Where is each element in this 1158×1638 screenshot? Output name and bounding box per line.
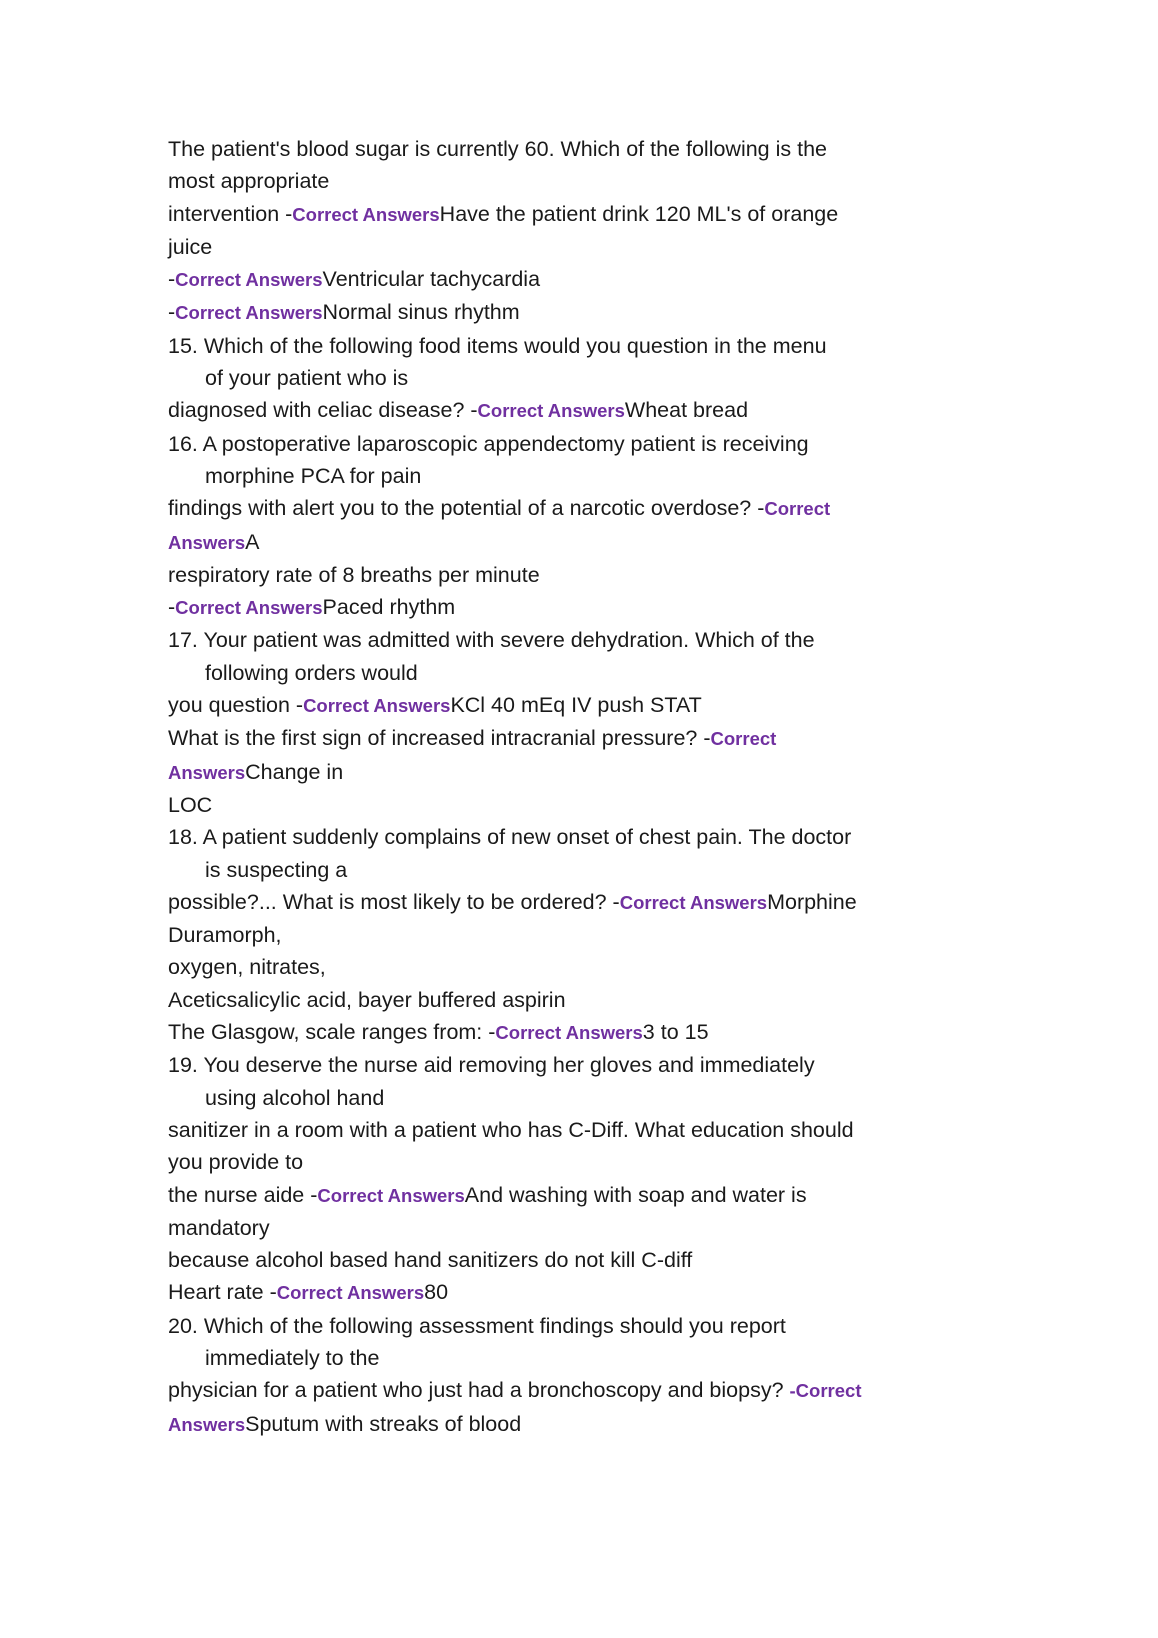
text-run: - xyxy=(168,595,176,620)
text-run: 15. Which of the following food items would you question in the menu xyxy=(168,333,827,358)
text-run: The Glasgow, scale ranges from: - xyxy=(168,1020,496,1045)
text-run: Aceticsalicylic acid, bayer buffered aspirin xyxy=(168,987,566,1012)
text-run: respiratory rate of 8 breaths per minute xyxy=(168,562,540,587)
text-line xyxy=(168,951,998,983)
text-line xyxy=(168,1082,998,1114)
text-run: is suspecting a xyxy=(205,857,348,882)
correct-answers-label: Answers xyxy=(168,531,246,553)
correct-answers-label: Answers xyxy=(168,761,246,783)
text-run: Wheat bread xyxy=(624,398,749,423)
text-line xyxy=(168,559,998,591)
text-run: And washing with soap and water is xyxy=(464,1182,807,1207)
text-run: physician for a patient who just had a bronchoscopy and biopsy? xyxy=(168,1378,790,1403)
text-run: possible?... What is most likely to be ordered? - xyxy=(168,889,620,914)
text-run: 80 xyxy=(424,1280,449,1305)
text-line xyxy=(168,1016,998,1049)
text-run: Normal sinus rhythm xyxy=(322,300,520,325)
correct-answers-label: Correct Answers xyxy=(303,695,451,717)
text-run: the nurse aide - xyxy=(168,1182,318,1207)
text-run: you provide to xyxy=(168,1150,304,1175)
text-run: because alcohol based hand sanitizers do not kill C-diff xyxy=(168,1248,693,1273)
text-line xyxy=(168,591,998,624)
text-line xyxy=(168,756,998,789)
correct-answers-label: Correct Answers xyxy=(292,203,440,225)
text-line xyxy=(168,624,998,656)
text-run: 20. Which of the following assessment findings should you report xyxy=(168,1313,786,1338)
text-run: Have the patient drink 120 ML's of orange xyxy=(439,201,839,226)
text-run: intervention - xyxy=(168,201,293,226)
text-run: morphine PCA for pain xyxy=(205,463,422,488)
correct-answers-label: Correct xyxy=(764,498,831,520)
text-line xyxy=(168,919,998,951)
text-line xyxy=(168,492,998,525)
text-run: Morphine xyxy=(767,889,857,914)
text-run: - xyxy=(168,267,176,292)
text-line xyxy=(168,1179,998,1212)
text-run: The patient's blood sugar is currently 60. Which of the following is the xyxy=(168,137,828,161)
correct-answers-label: Correct Answers xyxy=(619,891,768,913)
text-run: LOC xyxy=(168,792,213,817)
text-run: sanitizer in a room with a patient who has C-Diff. What education should xyxy=(168,1117,854,1142)
text-run: Change in xyxy=(245,759,344,784)
correct-answers-label: Correct Answers xyxy=(175,269,323,291)
text-run: immediately to the xyxy=(205,1345,380,1370)
text-line xyxy=(168,1049,998,1081)
correct-answers-label: -Correct xyxy=(789,1380,862,1402)
text-line xyxy=(168,1374,998,1407)
text-line xyxy=(168,231,998,263)
text-run: oxygen, nitrates, xyxy=(168,955,326,980)
text-line xyxy=(168,722,998,755)
text-line xyxy=(168,428,998,460)
text-line xyxy=(168,133,998,165)
text-run: 16. A postoperative laparoscopic appendectomy patient is receiving xyxy=(168,431,809,456)
text-line xyxy=(168,1310,998,1342)
text-run: A xyxy=(245,529,260,554)
correct-answers-label: Correct Answers xyxy=(175,597,323,619)
text-line xyxy=(168,526,998,559)
text-run: of your patient who is xyxy=(205,366,409,391)
text-line xyxy=(168,330,998,362)
text-line xyxy=(168,394,998,427)
text-run: KCl 40 mEq IV push STAT xyxy=(450,693,702,718)
text-line xyxy=(168,198,998,231)
text-line xyxy=(168,854,998,886)
text-line xyxy=(168,362,998,394)
text-line xyxy=(168,984,998,1016)
text-line xyxy=(168,1244,998,1276)
text-run: Ventricular tachycardia xyxy=(322,267,541,292)
text-line xyxy=(168,689,998,722)
correct-answers-label: Correct Answers xyxy=(175,302,323,324)
correct-answers-label: Correct Answers xyxy=(276,1282,425,1304)
text-run: following orders would xyxy=(205,660,418,685)
text-run: Duramorph, xyxy=(168,923,282,948)
text-line xyxy=(168,789,998,821)
text-line xyxy=(168,1408,998,1441)
text-run: juice xyxy=(168,234,213,259)
text-line xyxy=(168,263,998,296)
text-run: Sputum with streaks of blood xyxy=(245,1411,522,1436)
text-line xyxy=(168,821,998,853)
text-line xyxy=(168,886,998,919)
text-line xyxy=(168,1342,998,1374)
document-page xyxy=(168,133,998,1441)
text-run: Heart rate - xyxy=(168,1280,277,1305)
text-run: 18. A patient suddenly complains of new onset of chest pain. The doctor xyxy=(168,825,852,850)
text-run: What is the first sign of increased intracranial pressure? - xyxy=(168,726,711,751)
text-run: most appropriate xyxy=(168,169,330,194)
text-run: 19. You deserve the nurse aid removing her gloves and immediately xyxy=(168,1053,815,1078)
text-run: mandatory xyxy=(168,1215,270,1240)
text-line xyxy=(168,460,998,492)
text-run: using alcohol hand xyxy=(205,1085,385,1110)
text-run: Paced rhythm xyxy=(322,595,456,620)
text-line xyxy=(168,1276,998,1309)
correct-answers-label: Correct Answers xyxy=(495,1022,643,1044)
text-run: findings with alert you to the potential of a narcotic overdose? - xyxy=(168,496,765,521)
text-line xyxy=(168,165,998,197)
correct-answers-label: Correct xyxy=(710,728,777,750)
text-run: you question - xyxy=(168,693,304,718)
correct-answers-label: Correct Answers xyxy=(477,400,625,422)
text-line xyxy=(168,657,998,689)
text-line xyxy=(168,1146,998,1178)
text-run: - xyxy=(168,300,176,325)
text-line xyxy=(168,1114,998,1146)
text-run: 3 to 15 xyxy=(642,1020,709,1045)
text-run: diagnosed with celiac disease? - xyxy=(168,398,478,423)
text-line xyxy=(168,296,998,329)
correct-answers-label: Answers xyxy=(168,1413,246,1435)
text-line xyxy=(168,1212,998,1244)
text-run: 17. Your patient was admitted with severe dehydration. Which of the xyxy=(168,628,815,653)
correct-answers-label: Correct Answers xyxy=(317,1184,465,1206)
